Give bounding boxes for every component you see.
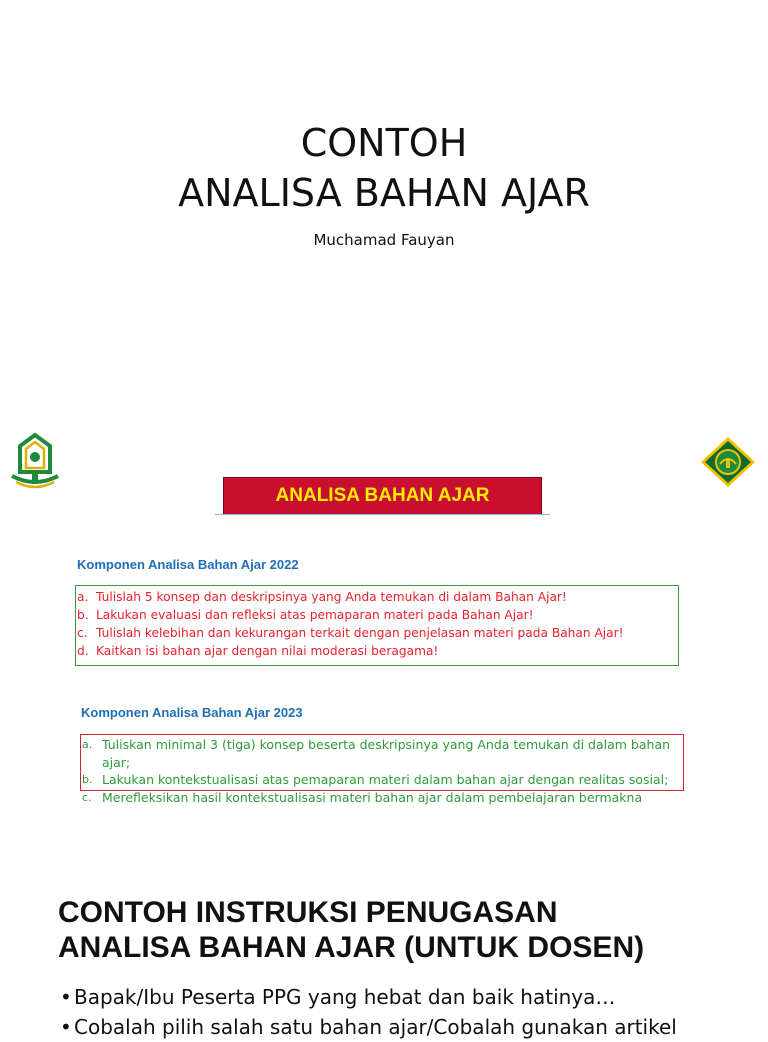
ministry-emblem-icon — [700, 436, 756, 488]
list-marker: d. — [77, 644, 89, 658]
bullet-item — [60, 1012, 760, 1042]
list-marker: c. — [77, 626, 88, 640]
list-item — [77, 624, 677, 642]
section-2023-title: Komponen Analisa Bahan Ajar 2023 — [81, 705, 303, 720]
list-item — [82, 789, 682, 807]
list-marker: a. — [77, 590, 89, 604]
list-item — [82, 771, 682, 789]
bullet-dot: • — [60, 985, 72, 1009]
university-logo-icon — [8, 432, 62, 490]
list-text: Kaitkan isi bahan ajar dengan nilai moderasi beragama! — [96, 644, 439, 658]
slide3-title — [58, 895, 758, 965]
list-text: Tuliskan minimal 3 (tiga) konsep beserta deskripsinya yang Anda temukan di dalam bahan ajar; — [102, 737, 671, 770]
list-text: Lakukan evaluasi dan refleksi atas pemaparan materi pada Bahan Ajar! — [96, 608, 534, 622]
section-2023-list — [82, 736, 682, 806]
list-text: Tulislah 5 konsep dan deskripsinya yang Anda temukan di dalam Bahan Ajar! — [96, 590, 567, 604]
list-item — [82, 736, 682, 771]
slide1-title-line1: CONTOH — [300, 121, 468, 165]
list-marker: c. — [82, 790, 92, 804]
bullet-text: Bapak/Ibu Peserta PPG yang hebat dan baik hatinya… — [74, 985, 616, 1009]
list-marker: b. — [77, 608, 89, 622]
bullet-text: Cobalah pilih salah satu bahan ajar/Cobalah gunakan artikel — [74, 1015, 677, 1039]
list-text: Tulislah kelebihan dan kekurangan terkait dengan penjelasan materi pada Bahan Ajar! — [96, 626, 624, 640]
list-marker: a. — [82, 738, 93, 751]
author-name: Muchamad Fauyan — [313, 231, 455, 249]
slide3-bullets — [60, 982, 760, 1042]
list-item — [77, 606, 677, 624]
analisa-banner: ANALISA BAHAN AJAR — [223, 477, 542, 515]
slide3-title-line1: CONTOH INSTRUKSI PENUGASAN — [58, 896, 558, 929]
slide1-title-line2: ANALISA BAHAN AJAR — [178, 171, 590, 215]
banner-underline — [215, 514, 550, 515]
section-2022-title: Komponen Analisa Bahan Ajar 2022 — [77, 557, 299, 572]
list-item — [77, 642, 677, 660]
list-item — [77, 588, 677, 606]
list-marker: b. — [82, 773, 93, 786]
slide1-title — [0, 118, 768, 218]
section-2022-list — [77, 588, 677, 660]
bullet-dot: • — [60, 1015, 72, 1039]
bullet-item — [60, 982, 760, 1012]
list-text: Merefleksikan hasil kontekstualisasi materi bahan ajar dalam pembelajaran bermakna — [102, 789, 643, 805]
list-text: Lakukan kontekstualisasi atas pemaparan materi dalam bahan ajar dengan realitas sosial; — [102, 772, 669, 787]
slide3-title-line2: ANALISA BAHAN AJAR (UNTUK DOSEN) — [58, 931, 645, 964]
